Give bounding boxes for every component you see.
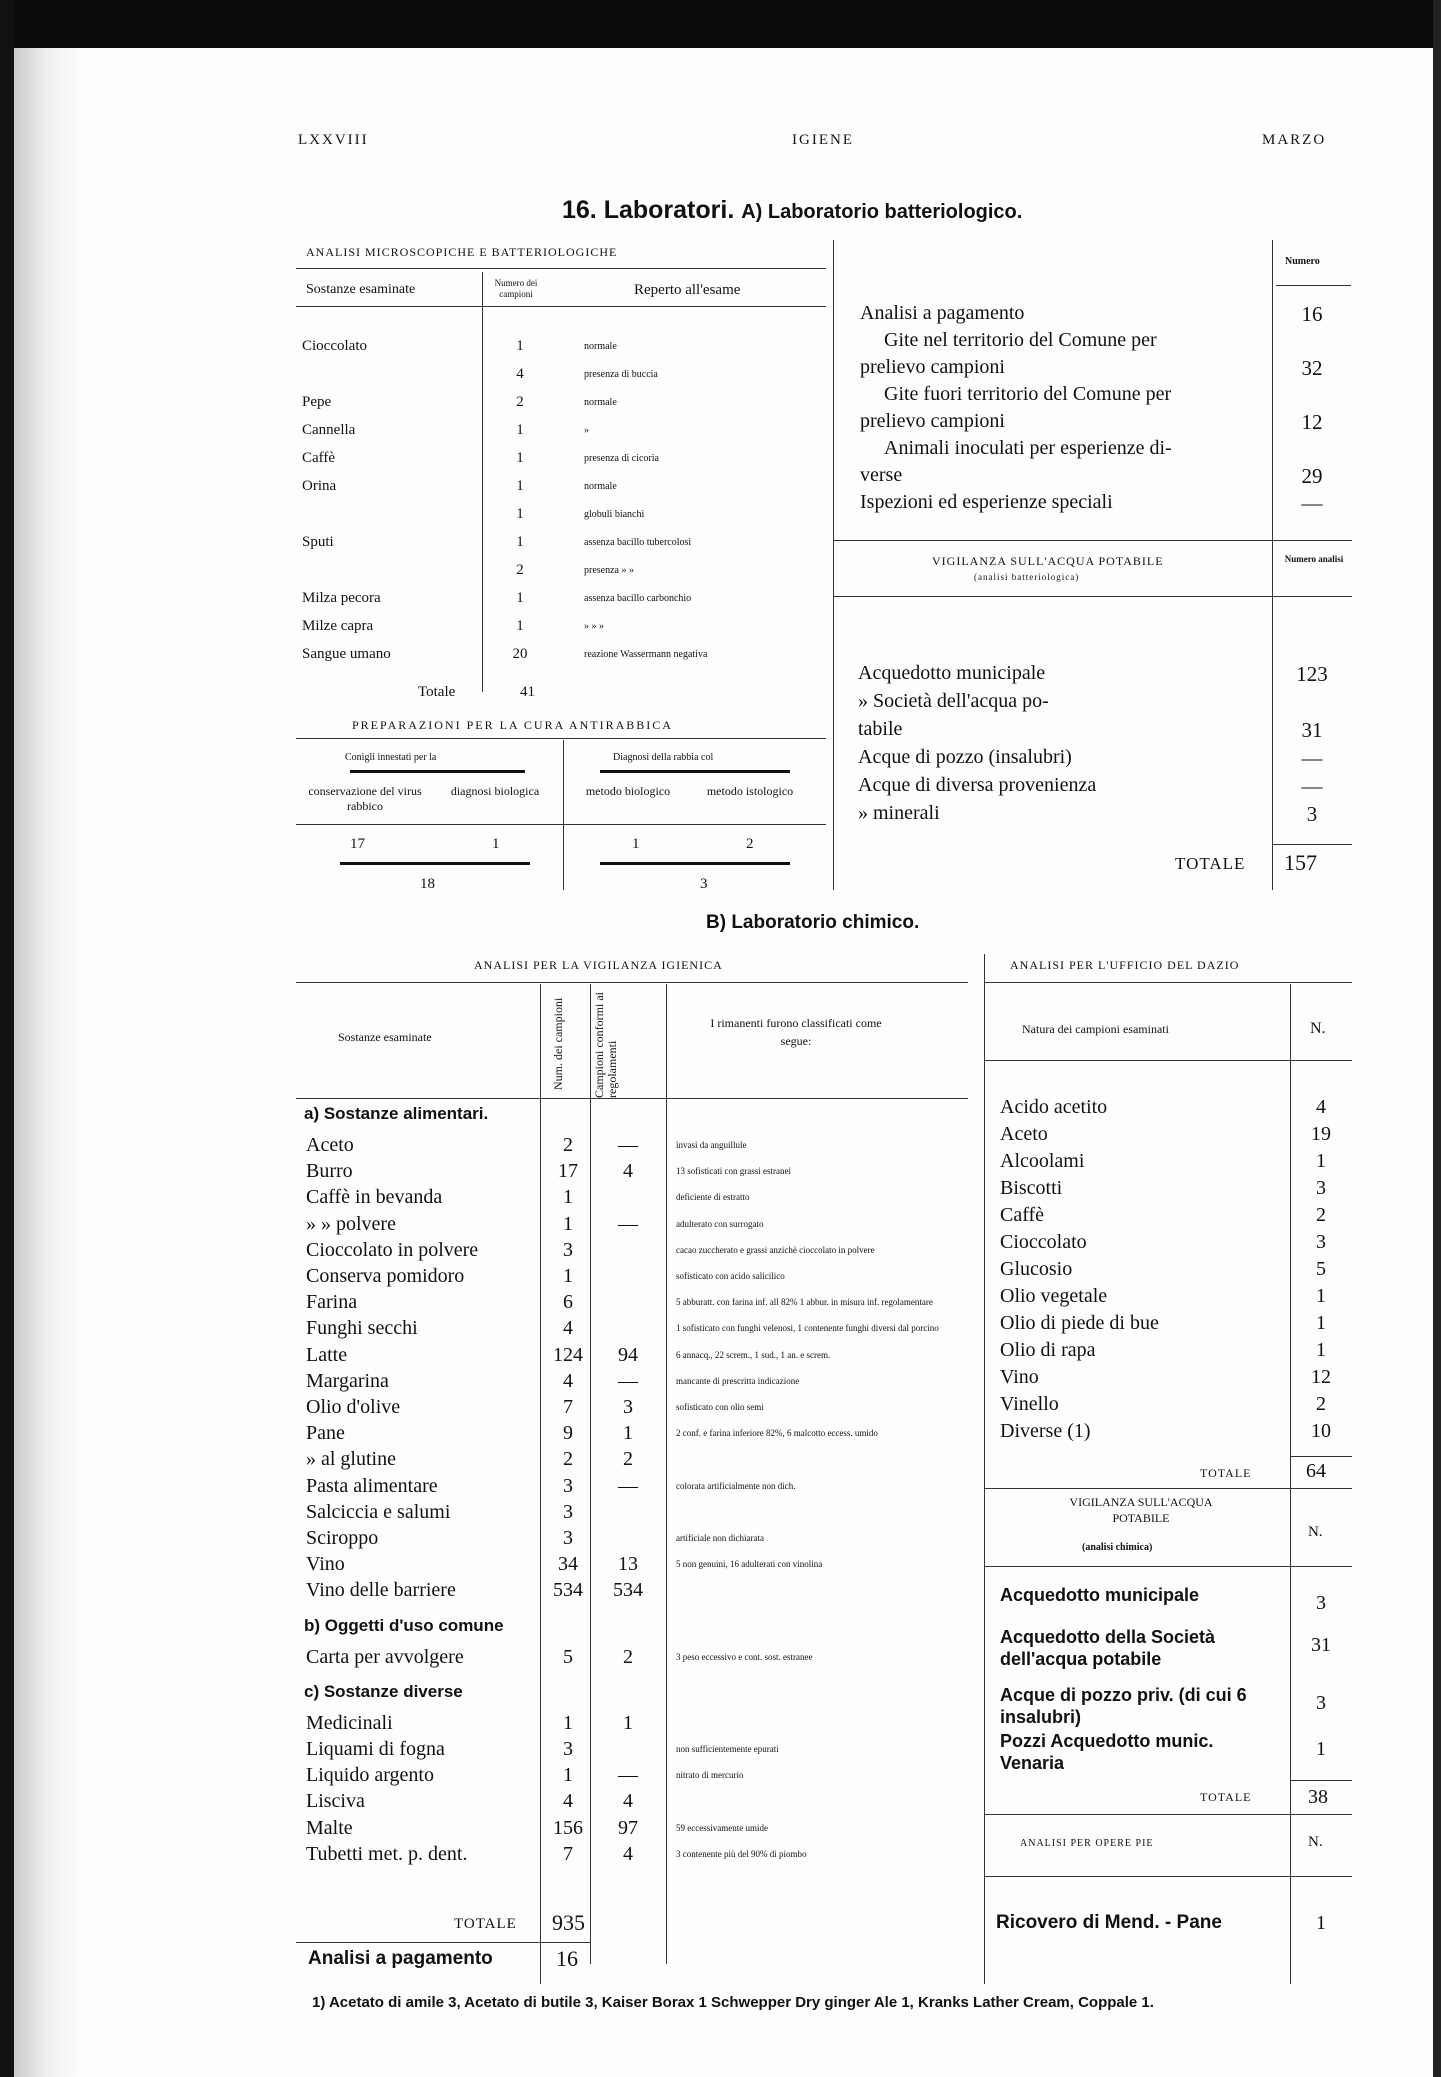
rabies-rule-2 (296, 824, 826, 825)
micro-row-name: Cannella (302, 422, 356, 438)
services-row-value: 29 (1301, 464, 1323, 488)
dazio-row-n: 3 (1316, 1231, 1326, 1253)
hygiene-heading: ANALISI PER LA VIGILANZA IGIENICA (474, 958, 723, 972)
hygiene-row-name: Latte (306, 1343, 348, 1366)
dazio-total-rule (1290, 1456, 1352, 1457)
services-row-label: Gite nel territorio del Comune per (884, 329, 1157, 351)
dazio-row-n: 1 (1316, 1285, 1326, 1307)
water-bact-row-value: 3 (1306, 802, 1318, 826)
hygiene-row-num: 5 (563, 1645, 573, 1668)
micro-rule-top (296, 268, 826, 269)
micro-row-result: » » » (584, 621, 604, 632)
hygiene-row-num: 1 (563, 1265, 573, 1287)
rabies-brace-right (600, 770, 790, 773)
water-bact-row-value: — (1301, 746, 1323, 770)
hygiene-col-conform: Campioni conformi ai regolamenti (592, 992, 619, 1098)
hygiene-row-name: Vino delle barriere (306, 1579, 456, 1602)
dazio-row-n: 1 (1316, 1312, 1326, 1334)
micro-row-result: presenza di cicoria (584, 453, 659, 464)
hygiene-row-name: Farina (306, 1291, 358, 1314)
water-bact-total-rule (1272, 844, 1352, 845)
hygiene-row-name: Funghi secchi (306, 1317, 418, 1340)
micro-row-result: » (584, 425, 589, 436)
hygiene-paid-label: Analisi a pagamento (308, 1948, 493, 1969)
hygiene-row-name: Lisciva (306, 1790, 365, 1813)
hygiene-row-num: 4 (563, 1790, 573, 1813)
hygiene-row-note: 13 sofisticati con grassi estranei (676, 1166, 791, 1177)
hygiene-row-num: 1 (563, 1711, 573, 1734)
hygiene-row-num: 7 (563, 1396, 573, 1418)
hygiene-row-conform: — (618, 1764, 638, 1787)
hygiene-row-name: Liquami di fogna (306, 1738, 445, 1760)
hygiene-row-num: 4 (563, 1317, 573, 1340)
micro-row-name: Milze capra (302, 618, 374, 634)
hygiene-row-conform: — (618, 1474, 638, 1497)
dazio-rule-top (984, 982, 1352, 983)
hygiene-row-num: 1 (563, 1764, 573, 1787)
hygiene-row-conform: — (618, 1212, 638, 1235)
hygiene-row-name: Aceto (306, 1134, 354, 1156)
scan-border-right (1433, 0, 1441, 2077)
hygiene-row-name: Conserva pomidoro (306, 1265, 465, 1287)
water-bact-row-label: Acque di pozzo (insalubri) (858, 746, 1072, 768)
hygiene-row-note: 59 eccessivamente umide (676, 1822, 768, 1833)
water-chem-row-n: 1 (1316, 1738, 1326, 1760)
hygiene-row-conform: 4 (623, 1842, 633, 1865)
hygiene-row-name: Sciroppo (306, 1527, 379, 1549)
hygiene-row-name: Tubetti met. p. dent. (306, 1842, 468, 1865)
hygiene-row-conform: — (618, 1369, 638, 1392)
hygiene-col-rest: I rimanenti furono classificati come segue: (710, 1016, 882, 1048)
micro-heading: ANALISI MICROSCOPICHE E BATTERIOLOGICHE (306, 245, 618, 259)
water-chem-row-n: 31 (1311, 1634, 1331, 1656)
dazio-row-name: Aceto (1000, 1123, 1048, 1145)
hygiene-row-num: 1 (563, 1212, 573, 1235)
dazio-row-n: 19 (1311, 1123, 1331, 1145)
hygiene-total-label: TOTALE (454, 1916, 517, 1932)
rabies-c4: metodo istologico (706, 784, 794, 798)
hygiene-row-num: 156 (553, 1816, 583, 1839)
hygiene-section-title: c) Sostanze diverse (304, 1681, 463, 1701)
services-row-label: Animali inoculati per esperienze di- (884, 437, 1172, 459)
services-row-value: 12 (1301, 410, 1323, 434)
hygiene-row-note: invasi da anguillule (676, 1140, 747, 1150)
hygiene-row-conform: 2 (623, 1448, 633, 1471)
rabies-left-head: Conigli innestati per la (345, 752, 437, 763)
hygiene-row-num: 17 (558, 1160, 578, 1183)
micro-row-count: 4 (516, 366, 524, 382)
water-chem-total-value: 38 (1308, 1786, 1328, 1808)
dazio-row-n: 1 (1316, 1150, 1326, 1172)
dazio-row-name: Alcoolami (1000, 1150, 1085, 1172)
water-bact-row-value: — (1301, 774, 1323, 798)
micro-row-count: 20 (512, 646, 528, 662)
dazio-row-n: 3 (1316, 1177, 1326, 1199)
hygiene-row-name: Salciccia e salumi (306, 1500, 451, 1523)
micro-row-name: Sangue umano (302, 646, 391, 662)
hygiene-row-conform: 13 (618, 1553, 638, 1576)
hygiene-col-num: Num. dei campioni (551, 997, 565, 1090)
micro-row-name: Orina (302, 478, 337, 494)
water-chem-heading: VIGILANZA SULL'ACQUA POTABILE (1069, 1495, 1213, 1525)
water-chem-row-name: Acque di pozzo priv. (di cui 6 insalubri) (1000, 1685, 1247, 1727)
water-chem-row-name: Acquedotto municipale (1000, 1585, 1200, 1605)
hygiene-row-conform: 4 (623, 1160, 633, 1183)
micro-row-count: 1 (516, 506, 524, 522)
rabies-rule (296, 738, 826, 739)
dazio-row-n: 10 (1311, 1420, 1331, 1442)
dazio-col-divider (1290, 984, 1291, 1984)
micro-row-result: presenza di buccia (584, 369, 658, 380)
dazio-row-n: 12 (1311, 1366, 1331, 1388)
rabies-v1: 17 (350, 836, 365, 852)
water-chem-rule (984, 1566, 1352, 1567)
micro-row-name: Caffè (302, 450, 336, 466)
services-header-rule (1276, 285, 1351, 286)
hygiene-row-conform: 534 (613, 1579, 643, 1602)
water-bact-row-value: 31 (1301, 718, 1323, 742)
title-subtitle: A) Laboratorio batteriologico. (741, 201, 1023, 223)
services-col-divider (1272, 240, 1273, 890)
rabies-c2: diagnosi biologica (450, 784, 540, 798)
water-bact-total-value: 157 (1284, 850, 1317, 875)
chem-title: B) Laboratorio chimico. (706, 912, 920, 933)
water-bact-heading: VIGILANZA SULL'ACQUA POTABILE (932, 554, 1164, 568)
rabies-sum-right: 3 (700, 876, 708, 892)
water-bact-row-label: » minerali (858, 802, 940, 824)
hygiene-rule-top (296, 982, 968, 983)
water-chem-rule-bottom (984, 1814, 1352, 1815)
hygiene-row-num: 3 (563, 1474, 573, 1497)
water-chem-col-n: N. (1308, 1524, 1323, 1540)
water-chem-total-label: TOTALE (1200, 1790, 1252, 1804)
hygiene-row-name: » » polvere (306, 1212, 396, 1235)
hygiene-row-num: 3 (563, 1500, 573, 1523)
dazio-total-label: TOTALE (1200, 1466, 1252, 1480)
hygiene-row-name: Medicinali (306, 1711, 393, 1734)
water-bact-col-header: Numero analisi (1284, 554, 1344, 564)
dazio-left-border (984, 954, 985, 1984)
hygiene-divider-3 (666, 984, 667, 1964)
rabies-v2: 1 (492, 836, 500, 852)
services-row-label: Gite fuori territorio del Comune per (884, 383, 1172, 405)
dazio-row-name: Acido acetito (1000, 1096, 1108, 1118)
micro-total-value: 41 (520, 684, 535, 700)
water-bact-rule (834, 596, 1352, 597)
scan-border-left (0, 0, 14, 2077)
hygiene-row-num: 534 (553, 1579, 583, 1602)
hygiene-row-conform: 4 (623, 1790, 633, 1813)
rabies-c3: metodo biologico (585, 784, 671, 798)
hygiene-row-num: 4 (563, 1369, 573, 1392)
hygiene-total-rule (296, 1942, 590, 1943)
micro-col-count: Numero dei campioni (494, 278, 538, 299)
micro-row-result: globuli bianchi (584, 509, 645, 520)
hygiene-row-conform: 3 (623, 1396, 633, 1418)
water-chem-subheading: (analisi chimica) (1082, 1542, 1153, 1553)
hygiene-row-note: non sufficientemente epurati (676, 1744, 779, 1754)
dazio-row-name: Vinello (1000, 1393, 1059, 1415)
hygiene-row-note: artificiale non dichiarata (676, 1533, 764, 1543)
dazio-col-n: N. (1310, 1020, 1326, 1037)
services-col-header: Numero (1285, 256, 1320, 267)
hygiene-section-title: b) Oggetti d'uso comune (304, 1615, 504, 1635)
dazio-row-name: Caffè (1000, 1204, 1045, 1226)
right-block-divider (833, 240, 834, 890)
hygiene-row-name: Carta per avvolgere (306, 1645, 464, 1668)
micro-total-label: Totale (418, 684, 456, 700)
services-row-label: verse (860, 464, 903, 486)
micro-row-name: Cioccolato (302, 338, 367, 354)
services-row-value: — (1301, 491, 1323, 515)
header-right: MARZO (1262, 132, 1327, 148)
hygiene-row-num: 2 (563, 1448, 573, 1471)
micro-row-name: Milza pecora (302, 590, 381, 606)
dazio-row-name: Olio vegetale (1000, 1285, 1108, 1307)
hygiene-row-num: 2 (563, 1134, 573, 1156)
micro-row-result: presenza » » (584, 565, 634, 576)
micro-row-count: 1 (516, 338, 524, 354)
hygiene-row-name: Burro (306, 1160, 353, 1183)
rabies-heading: PREPARAZIONI PER LA CURA ANTIRABBICA (352, 718, 673, 732)
dazio-rule-bottom (984, 1488, 1352, 1489)
hygiene-row-conform: 1 (623, 1711, 633, 1734)
header-center: IGIENE (792, 132, 854, 148)
rabies-sum-left: 18 (420, 876, 435, 892)
water-bact-row-label: tabile (858, 718, 903, 740)
rabies-divider (563, 740, 564, 890)
hygiene-row-name: Pane (306, 1422, 345, 1445)
hygiene-section-title: a) Sostanze alimentari. (304, 1104, 489, 1123)
micro-row-count: 1 (516, 590, 524, 606)
micro-row-name: Sputi (302, 534, 334, 550)
micro-row-result: reazione Wassermann negativa (584, 649, 708, 660)
rabies-sum-brace-right (600, 862, 790, 865)
rabies-right-head: Diagnosi della rabbia col (613, 752, 714, 763)
hygiene-row-note: mancante di prescritta indicazione (676, 1375, 800, 1386)
micro-divider (482, 272, 483, 692)
micro-row-count: 1 (516, 618, 524, 634)
hygiene-divider-2 (590, 984, 591, 1964)
hygiene-row-name: Cioccolato in polvere (306, 1238, 479, 1261)
hygiene-rule-header (296, 1098, 968, 1099)
services-row-value: 16 (1301, 302, 1323, 326)
water-chem-row-name: Pozzi Acquedotto munic. Venaria (1000, 1731, 1214, 1773)
hygiene-row-note: colorata artificialmente non dich. (676, 1480, 796, 1491)
dazio-row-name: Olio di rapa (1000, 1339, 1096, 1361)
micro-row-count: 1 (516, 422, 524, 438)
dazio-row-name: Cioccolato (1000, 1231, 1087, 1253)
micro-row-count: 1 (516, 534, 524, 550)
hygiene-divider-1 (540, 984, 541, 1984)
hygiene-row-num: 6 (563, 1291, 573, 1314)
rabies-sum-brace-left (340, 862, 530, 865)
dazio-row-n: 2 (1316, 1393, 1326, 1415)
services-row-value: 32 (1301, 356, 1323, 380)
water-chem-total-rule (1290, 1780, 1352, 1781)
hygiene-row-note: cacao zuccherato e grassi anzichè cioccolato in polvere (676, 1244, 875, 1255)
hygiene-row-note: adulterato con surrogato (676, 1218, 764, 1229)
micro-row-result: normale (584, 341, 617, 352)
hygiene-row-conform: 97 (618, 1816, 638, 1839)
page-title (562, 196, 1022, 225)
hygiene-row-num: 7 (563, 1842, 573, 1865)
title-main: 16. Laboratori. (562, 196, 735, 224)
scan-edge-shade (14, 48, 84, 2077)
dazio-row-name: Glucosio (1000, 1258, 1073, 1280)
pie-rule (984, 1876, 1352, 1877)
hygiene-row-conform: 2 (623, 1645, 633, 1668)
micro-row-count: 2 (516, 394, 524, 410)
hygiene-row-num: 3 (563, 1238, 573, 1261)
services-row-label: prelievo campioni (860, 410, 1005, 432)
hygiene-col-substances: Sostanze esaminate (338, 1030, 432, 1044)
water-bact-row-value: 123 (1296, 662, 1328, 686)
micro-rule-header (296, 306, 826, 307)
dazio-row-name: Olio di piede di bue (1000, 1312, 1159, 1334)
dazio-row-n: 4 (1316, 1096, 1326, 1118)
pie-row-n: 1 (1316, 1912, 1326, 1934)
micro-row-result: normale (584, 481, 617, 492)
header-left: LXXVIII (298, 132, 369, 148)
hygiene-row-note: 5 abburatt. con farina inf. all 82% 1 abbur. in misura inf. regolamentare (676, 1297, 933, 1308)
dazio-rule-header (984, 1060, 1352, 1061)
dazio-row-name: Biscotti (1000, 1177, 1063, 1199)
water-bact-subheading: (analisi batteriologica) (974, 572, 1080, 582)
water-chem-row-name: Acquedotto della Società dell'acqua potabile (1000, 1627, 1216, 1669)
hygiene-row-num: 3 (563, 1527, 573, 1549)
rabies-v4: 2 (746, 836, 754, 852)
rabies-brace-left (350, 770, 525, 773)
hygiene-row-name: Margarina (306, 1369, 389, 1392)
micro-col-result: Reperto all'esame (634, 282, 741, 298)
hygiene-row-num: 3 (563, 1738, 573, 1760)
hygiene-row-num: 1 (563, 1186, 573, 1209)
hygiene-row-conform: 94 (618, 1343, 638, 1366)
hygiene-row-name: Olio d'olive (306, 1396, 401, 1418)
hygiene-row-name: Liquido argento (306, 1764, 434, 1787)
hygiene-row-num: 124 (553, 1343, 583, 1366)
water-chem-row-n: 3 (1316, 1692, 1326, 1714)
services-row-label: Analisi a pagamento (860, 302, 1025, 324)
dazio-total-value: 64 (1306, 1460, 1326, 1482)
dazio-row-n: 1 (1316, 1339, 1326, 1361)
hygiene-row-name: Malte (306, 1816, 353, 1839)
hygiene-row-note: 5 non genuini, 16 adulterati con vinolina (676, 1559, 823, 1570)
micro-row-count: 2 (516, 562, 524, 578)
hygiene-row-note: 1 sofisticato con funghi velenosi, 1 contenente funghi diversi dal porcino (676, 1323, 939, 1334)
hygiene-row-name: Vino (306, 1553, 345, 1576)
hygiene-row-name: Caffè in bevanda (306, 1186, 443, 1209)
water-chem-row-n: 3 (1316, 1592, 1326, 1614)
services-row-label: Ispezioni ed esperienze speciali (860, 491, 1113, 513)
dazio-row-name: Diverse (1) (1000, 1420, 1091, 1442)
hygiene-row-conform: — (618, 1134, 638, 1156)
micro-col-substances: Sostanze esaminate (306, 282, 416, 297)
hygiene-row-note: nitrato di mercurio (676, 1770, 744, 1781)
hygiene-row-note: deficiente di estratto (676, 1192, 750, 1203)
rabies-v3: 1 (632, 836, 640, 852)
hygiene-row-note: 3 contenente più del 90% di piombo (676, 1848, 807, 1859)
hygiene-row-note: 2 conf. e farina inferiore 82%, 6 malcotto eccess. umido (676, 1428, 878, 1439)
hygiene-paid-value: 16 (556, 1946, 578, 1971)
hygiene-row-note: sofisticato con olio semi (676, 1402, 764, 1412)
dazio-heading: ANALISI PER L'UFFICIO DEL DAZIO (1010, 958, 1240, 972)
pie-col-n: N. (1308, 1834, 1323, 1850)
hygiene-row-num: 9 (563, 1422, 573, 1445)
footnote: 1) Acetato di amile 3, Acetato di butile 3, Kaiser Borax 1 Schwepper Dry ginger Ale 1, Kranks Lather Cream, Coppale 1. (312, 1994, 1154, 2011)
micro-row-count: 1 (516, 450, 524, 466)
hygiene-total-value: 935 (552, 1910, 585, 1935)
micro-row-result: normale (584, 397, 617, 408)
hygiene-row-num: 34 (558, 1553, 578, 1576)
hygiene-row-note: sofisticato con acido salicilico (676, 1271, 785, 1281)
hygiene-row-note: 3 peso eccessivo e cont. sost. estranee (676, 1651, 813, 1662)
micro-row-name: Pepe (302, 394, 332, 410)
dazio-row-name: Vino (1000, 1366, 1039, 1388)
micro-row-count: 1 (516, 478, 524, 494)
water-bact-row-label: Acquedotto municipale (858, 662, 1046, 684)
services-row-label: prelievo campioni (860, 356, 1005, 378)
micro-row-result: assenza bacillo carbonchio (584, 593, 692, 604)
pie-heading: ANALISI PER OPERE PIE (1020, 1838, 1154, 1849)
rabies-c1: conservazione del virus rabbico (308, 784, 422, 813)
hygiene-row-name: Pasta alimentare (306, 1474, 438, 1497)
services-rule-bottom (834, 540, 1352, 541)
hygiene-row-conform: 1 (623, 1422, 633, 1445)
micro-row-result: assenza bacillo tubercolosi (584, 537, 692, 548)
water-bact-total-label: TOTALE (1175, 854, 1246, 873)
water-bact-row-label: » Società dell'acqua po- (858, 690, 1049, 712)
water-bact-row-label: Acque di diversa provenienza (858, 774, 1097, 796)
dazio-col-nature: Natura dei campioni esaminati (1022, 1022, 1169, 1036)
dazio-row-n: 2 (1316, 1204, 1326, 1226)
scan-border-top (0, 0, 1441, 48)
dazio-row-n: 5 (1316, 1258, 1326, 1280)
hygiene-row-name: » al glutine (306, 1448, 396, 1471)
pie-row-name: Ricovero di Mend. - Pane (996, 1912, 1222, 1933)
hygiene-row-note: 6 annacq., 22 screm., 1 sud., 1 an. e screm. (676, 1349, 831, 1360)
